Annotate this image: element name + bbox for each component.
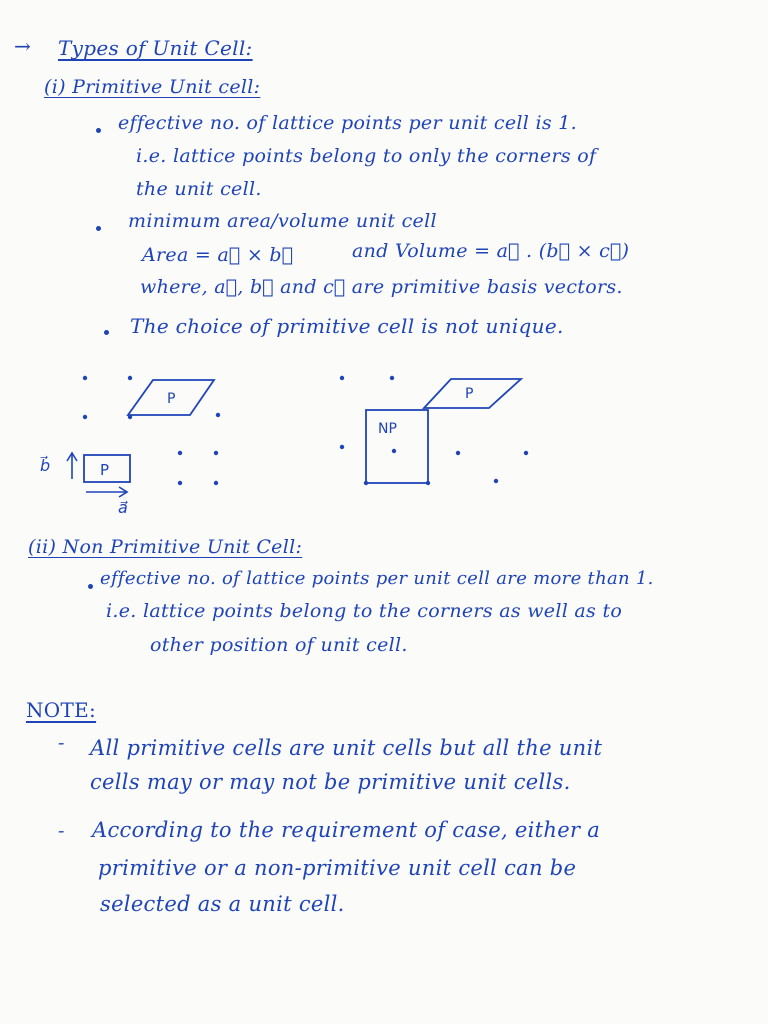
primitive-title bbox=[44, 76, 260, 98]
vector-b-label: b⃗ bbox=[40, 456, 51, 475]
primitive-bullet2: minimum area/volume unit cell bbox=[128, 210, 437, 232]
label-np: NP bbox=[378, 421, 397, 437]
area-formula: Area = a⃗ × b⃗ bbox=[142, 244, 294, 266]
primitive-title-text: (i) Primitive Unit cell: bbox=[44, 76, 261, 98]
primitive-bullet1-line1: effective no. of lattice points per unit cell is 1. bbox=[118, 112, 577, 134]
lattice-diagram bbox=[0, 355, 768, 525]
primitive-bullet3: The choice of primitive cell is not unique. bbox=[130, 314, 564, 338]
bullet-dot bbox=[96, 226, 101, 231]
lattice-points bbox=[83, 376, 528, 485]
nonprimitive-line1: effective no. of lattice points per unit cell are more than 1. bbox=[100, 568, 654, 589]
nonprimitive-line2: i.e. lattice points belong to the corners as well as to bbox=[106, 600, 623, 622]
volume-formula: and Volume = a⃗ . (b⃗ × c⃗) bbox=[352, 240, 630, 262]
label-p-parallelogram: P bbox=[167, 391, 176, 407]
note-item2-line3: selected as a unit cell. bbox=[100, 892, 345, 916]
note-dash-2: - bbox=[58, 820, 65, 842]
note-item2-line2: primitive or a non-primitive unit cell can be bbox=[98, 856, 577, 880]
bullet-dot bbox=[96, 128, 101, 133]
note-item1-line1: All primitive cells are unit cells but all the unit bbox=[90, 736, 603, 760]
bullet-dot bbox=[104, 330, 109, 335]
note-dash-1: - bbox=[58, 732, 65, 754]
label-p-right: P bbox=[465, 386, 474, 402]
nonprimitive-title bbox=[28, 536, 302, 558]
note-title: NOTE: bbox=[26, 698, 97, 722]
note-item1-line2: cells may or may not be primitive unit cells. bbox=[90, 770, 571, 794]
basis-vectors-note: where, a⃗, b⃗ and c⃗ are primitive basis vectors. bbox=[140, 276, 623, 298]
note-item2-line1: According to the requirement of case, either a bbox=[92, 818, 601, 842]
nonprimitive-line3: other position of unit cell. bbox=[150, 634, 408, 656]
page-title: Types of Unit Cell: bbox=[58, 36, 253, 60]
bullet-dot bbox=[88, 584, 93, 589]
vector-a-label: a⃗ bbox=[118, 498, 128, 517]
non-primitive-cell-square bbox=[366, 410, 428, 483]
label-p-square: P bbox=[100, 461, 110, 479]
primitive-bullet1-line3: the unit cell. bbox=[136, 178, 262, 200]
nonprimitive-title-text: (ii) Non Primitive Unit Cell: bbox=[28, 536, 303, 558]
primitive-bullet1-line2: i.e. lattice points belong to only the corners of bbox=[136, 145, 597, 167]
heading-arrow: → bbox=[14, 34, 32, 58]
